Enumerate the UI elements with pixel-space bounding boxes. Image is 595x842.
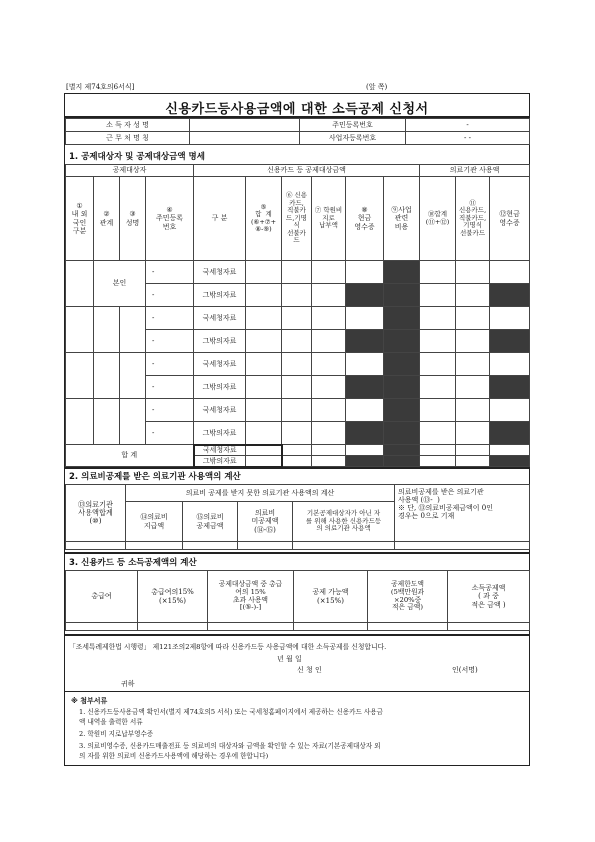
attachments-divider bbox=[65, 691, 529, 692]
amount-cell[interactable] bbox=[312, 422, 346, 445]
col-name-header: ③ 성명 bbox=[120, 177, 146, 261]
attachment-item: 1. 신용카드등사용금액 확인서(별지 제74호의5 서식) 또는 국세청홈페이지에서 제공하는 신용카드 사용금 bbox=[79, 708, 384, 716]
relation-cell[interactable] bbox=[94, 399, 120, 445]
medical-amount-cell[interactable] bbox=[238, 542, 293, 550]
rrn-field[interactable]: - bbox=[406, 119, 530, 132]
nts-label: 국세청자료 bbox=[194, 353, 246, 376]
amount-cell[interactable] bbox=[490, 261, 530, 284]
amount-cell[interactable] bbox=[456, 261, 490, 284]
shaded-cell bbox=[384, 353, 420, 376]
total-cell[interactable] bbox=[282, 456, 312, 467]
shaded-cell bbox=[384, 261, 420, 284]
deduction-detail-table bbox=[65, 164, 530, 468]
col-med-cash-header: ⑫현금 영수증 bbox=[490, 177, 530, 261]
group-medical-header: 의료기관 사용액 bbox=[420, 165, 530, 177]
shaded-cell bbox=[346, 456, 384, 467]
applicant-label: 신 청 인 bbox=[297, 666, 322, 674]
form-title: 신용카드등사용금액에 대한 소득공제 신청서 bbox=[165, 102, 429, 117]
deduction-calc-table bbox=[65, 570, 530, 631]
rrn-cell[interactable]: - bbox=[146, 330, 194, 353]
col14-header: ⑭의료비 지급액 bbox=[126, 502, 183, 542]
group-target-header: 공제대상자 bbox=[66, 165, 194, 177]
medical-amount-cell[interactable] bbox=[183, 542, 238, 550]
amount-cell[interactable] bbox=[420, 330, 456, 353]
medical-amount-cell[interactable] bbox=[395, 542, 530, 550]
nts-label: 국세청자료 bbox=[194, 399, 246, 422]
col-relation-header: ② 관계 bbox=[94, 177, 120, 261]
attachment-item: 의 자를 위한 의료비 신용카드사용액에 해당하는 경우에 한합니다) bbox=[79, 752, 269, 760]
attachment-item: 액 내역을 출력한 서류 bbox=[79, 718, 143, 726]
amount-cell[interactable] bbox=[456, 399, 490, 422]
table-row bbox=[66, 261, 530, 284]
amount-cell[interactable] bbox=[246, 422, 282, 445]
amount-cell[interactable] bbox=[282, 284, 312, 307]
c2-header: 총급여의15% (×15%) bbox=[138, 571, 208, 623]
bizno-label: 사업자등록번호 bbox=[300, 132, 406, 145]
section2-title: 2. 의료비공제를 받은 의료기관 사용액의 계산 bbox=[69, 472, 241, 482]
amount-cell[interactable] bbox=[246, 307, 282, 330]
amount-cell[interactable] bbox=[346, 353, 384, 376]
rrn-cell[interactable]: - bbox=[146, 376, 194, 399]
rrn-cell[interactable]: - bbox=[146, 353, 194, 376]
rrn-cell[interactable]: - bbox=[146, 284, 194, 307]
total-cell[interactable] bbox=[246, 456, 282, 467]
c6-header: 소득공제액 ( 과 중 적은 금액 ) bbox=[448, 571, 530, 623]
table-row bbox=[66, 399, 530, 422]
col-tuition-header: ⑦ 학원비 지로 납부액 bbox=[312, 177, 346, 261]
col15-header: ⑮의료비 공제금액 bbox=[183, 502, 238, 542]
total-cell[interactable] bbox=[420, 456, 456, 467]
rrn-cell[interactable]: - bbox=[146, 307, 194, 330]
total-row bbox=[66, 445, 530, 456]
shaded-cell bbox=[490, 422, 530, 445]
form-frame bbox=[64, 93, 530, 766]
shaded-cell bbox=[490, 330, 530, 353]
recipient-label: 귀하 bbox=[121, 680, 135, 688]
c4-header: 공제 가능액 (×15%) bbox=[294, 571, 368, 623]
shaded-cell bbox=[490, 456, 530, 467]
amount-cell[interactable] bbox=[282, 330, 312, 353]
calc-cell[interactable] bbox=[368, 623, 448, 631]
amount-cell[interactable] bbox=[312, 261, 346, 284]
amount-cell[interactable] bbox=[282, 353, 312, 376]
shaded-cell bbox=[384, 376, 420, 399]
shaded-cell bbox=[384, 399, 420, 422]
total-cell[interactable] bbox=[282, 445, 312, 456]
other-label: 그밖의자료 bbox=[194, 456, 246, 467]
bizno-field[interactable]: - - bbox=[406, 132, 530, 145]
col-total-header: ⑤ 합 계 (⑥+⑦+ ⑧-⑨) bbox=[246, 177, 282, 261]
claimed-cell bbox=[395, 485, 530, 542]
amount-cell[interactable] bbox=[420, 353, 456, 376]
shaded-cell bbox=[346, 330, 384, 353]
amount-cell[interactable] bbox=[420, 307, 456, 330]
c5-header: 공제한도액 (5백만원과 ×20%중 적은 금액) bbox=[368, 571, 448, 623]
amount-cell[interactable] bbox=[282, 261, 312, 284]
amount-cell[interactable] bbox=[346, 261, 384, 284]
total-cell[interactable] bbox=[312, 456, 346, 467]
section2-end-divider bbox=[65, 552, 529, 554]
medical-calc-table bbox=[65, 484, 530, 550]
claimed-note: ※ 단, ⑬의료비공제금액이 0인 경우는 0으로 기재 bbox=[398, 504, 494, 521]
declaration-text: 「조세특례제한법 시행령」 제121조의2제8항에 따라 신용카드등 사용금액에 대한 소득공제를 신청합니다. bbox=[69, 643, 387, 651]
shaded-cell bbox=[490, 284, 530, 307]
shaded-cell bbox=[384, 456, 420, 467]
foreigner-cell[interactable] bbox=[66, 261, 94, 307]
nts-label: 국세청자료 bbox=[194, 307, 246, 330]
shaded-cell bbox=[384, 330, 420, 353]
amount-cell[interactable] bbox=[490, 353, 530, 376]
declaration-date: 년 월 일 bbox=[277, 655, 302, 663]
section1-end-divider bbox=[65, 467, 529, 469]
shaded-cell bbox=[346, 422, 384, 445]
amount-cell[interactable] bbox=[456, 284, 490, 307]
medical-amount-cell[interactable] bbox=[293, 542, 395, 550]
shaded-cell bbox=[384, 307, 420, 330]
c1-header: 총급여 bbox=[66, 571, 138, 623]
name-field[interactable] bbox=[190, 119, 300, 132]
col13-header: ⑬의료기관 사용액합계 (⑩) bbox=[66, 485, 126, 542]
rrn-label: 주민등록번호 bbox=[300, 119, 406, 132]
other-label: 그밖의자료 bbox=[194, 376, 246, 399]
col17-header: 기본공제대상자가 아닌 자 를 위해 사용한 신용카드등 의 의료기관 사용액 bbox=[293, 502, 395, 542]
medical-amount-cell[interactable] bbox=[66, 542, 126, 550]
amount-cell[interactable] bbox=[420, 399, 456, 422]
total-label: 합 계 bbox=[66, 445, 194, 467]
relation-cell[interactable] bbox=[94, 307, 120, 353]
col16-header: 의료비 미공제액 (⑭-⑮) bbox=[238, 502, 293, 542]
notclaimed-group-header: 의료비 공제를 받지 못한 의료기관 사용액의 계산 bbox=[126, 485, 395, 502]
rrn-cell[interactable]: - bbox=[146, 399, 194, 422]
section3-end-divider bbox=[65, 634, 529, 636]
amount-cell[interactable] bbox=[246, 376, 282, 399]
amount-cell[interactable] bbox=[312, 399, 346, 422]
total-cell[interactable] bbox=[246, 445, 282, 456]
amount-cell[interactable] bbox=[282, 399, 312, 422]
workplace-field[interactable] bbox=[190, 132, 300, 145]
amount-cell[interactable] bbox=[456, 330, 490, 353]
calc-cell[interactable] bbox=[294, 623, 368, 631]
other-label: 그밖의자료 bbox=[194, 330, 246, 353]
c3-header: 공제대상금액 중 총급 여의 15% 초과 사용액 [(⑤-)-] bbox=[208, 571, 294, 623]
col-med-card-header: ⑪ 신용카드, 직불카드, 기명식 선불카드 bbox=[456, 177, 490, 261]
shaded-cell bbox=[384, 445, 420, 456]
amount-cell[interactable] bbox=[282, 307, 312, 330]
col-foreigner-header: ① 내 외 국인 구분 bbox=[66, 177, 94, 261]
amount-cell[interactable] bbox=[490, 399, 530, 422]
amount-cell[interactable] bbox=[246, 353, 282, 376]
name-label: 소 득 자 성 명 bbox=[66, 119, 190, 132]
other-label: 그밖의자료 bbox=[194, 422, 246, 445]
amount-cell[interactable] bbox=[246, 284, 282, 307]
calc-cell[interactable] bbox=[138, 623, 208, 631]
amount-cell[interactable] bbox=[346, 307, 384, 330]
amount-cell[interactable] bbox=[456, 353, 490, 376]
col-cash-header: ⑧ 현금 영수증 bbox=[346, 177, 384, 261]
amount-cell[interactable] bbox=[346, 399, 384, 422]
col-card-header: ⑥ 신용 카드, 직불카 드,기명 식 선불카 드 bbox=[282, 177, 312, 261]
shaded-cell bbox=[490, 376, 530, 399]
amount-cell[interactable] bbox=[456, 422, 490, 445]
nts-label: 국세청자료 bbox=[194, 261, 246, 284]
shaded-cell bbox=[384, 284, 420, 307]
rrn-cell[interactable]: - bbox=[146, 422, 194, 445]
total-cell[interactable] bbox=[346, 445, 384, 456]
amount-cell[interactable] bbox=[456, 307, 490, 330]
name-cell[interactable] bbox=[120, 399, 146, 445]
relation-cell[interactable] bbox=[94, 353, 120, 399]
col-overlap-header: ⑨사업 관련 비용 bbox=[384, 177, 420, 261]
amount-cell[interactable] bbox=[246, 330, 282, 353]
amount-cell[interactable] bbox=[246, 261, 282, 284]
amount-cell[interactable] bbox=[456, 376, 490, 399]
amount-cell[interactable] bbox=[282, 422, 312, 445]
attachment-item: 2. 학원비 지로납부영수증 bbox=[79, 730, 154, 738]
col-rrn-header: ④ 주민등록 번호 bbox=[146, 177, 194, 261]
amount-cell[interactable] bbox=[420, 284, 456, 307]
col-med-total-header: ⑩합계 (⑪+⑫) bbox=[420, 177, 456, 261]
medical-amount-cell[interactable] bbox=[126, 542, 183, 550]
amount-cell[interactable] bbox=[312, 353, 346, 376]
self-relation: 본인 bbox=[94, 261, 146, 307]
nts-label: 국세청자료 bbox=[194, 445, 246, 456]
foreigner-cell[interactable] bbox=[66, 307, 94, 353]
shaded-cell bbox=[346, 376, 384, 399]
section3-title: 3. 신용카드 등 소득공제액의 계산 bbox=[69, 558, 197, 568]
amount-cell[interactable] bbox=[246, 399, 282, 422]
foreigner-cell[interactable] bbox=[66, 353, 94, 399]
other-label: 그밖의자료 bbox=[194, 284, 246, 307]
amount-cell[interactable] bbox=[490, 307, 530, 330]
calc-cell[interactable] bbox=[448, 623, 530, 631]
foreigner-cell[interactable] bbox=[66, 399, 94, 445]
attachment-item: 3. 의료비영수증, 신용카드매출전표 등 의료비의 대상자와 금액을 확인할 수 있는 자료(기본공제대상자 외 bbox=[79, 742, 381, 750]
amount-cell[interactable] bbox=[282, 376, 312, 399]
col-division-header: 구 분 bbox=[194, 177, 246, 261]
applicant-info-table bbox=[65, 118, 530, 145]
group-card-header: 신용카드 등 공제대상금액 bbox=[194, 165, 420, 177]
table-row bbox=[66, 307, 530, 330]
name-cell[interactable] bbox=[120, 307, 146, 353]
calc-cell[interactable] bbox=[208, 623, 294, 631]
total-cell[interactable] bbox=[420, 445, 456, 456]
amount-cell[interactable] bbox=[420, 376, 456, 399]
amount-cell[interactable] bbox=[420, 422, 456, 445]
shaded-cell bbox=[346, 284, 384, 307]
amount-cell[interactable] bbox=[420, 261, 456, 284]
amount-cell[interactable] bbox=[312, 376, 346, 399]
claimed-label: 의료비공제를 받은 의료기관 사용액 (⑬- ) bbox=[398, 488, 484, 505]
amount-cell[interactable] bbox=[312, 284, 346, 307]
calc-cell[interactable] bbox=[66, 623, 138, 631]
total-cell[interactable] bbox=[312, 445, 346, 456]
total-cell[interactable] bbox=[456, 445, 490, 456]
attachments-title: ※ 첨부서류 bbox=[71, 697, 108, 705]
total-cell[interactable] bbox=[456, 456, 490, 467]
workplace-label: 근 무 처 명 칭 bbox=[66, 132, 190, 145]
amount-cell[interactable] bbox=[312, 307, 346, 330]
rrn-cell[interactable]: - bbox=[146, 261, 194, 284]
table-row bbox=[66, 353, 530, 376]
name-cell[interactable] bbox=[120, 353, 146, 399]
shaded-cell bbox=[384, 422, 420, 445]
form-number: [별지 제74호의6서식] bbox=[66, 83, 135, 91]
total-cell[interactable] bbox=[490, 445, 530, 456]
amount-cell[interactable] bbox=[312, 330, 346, 353]
section1-title: 1. 공제대상자 및 공제대상금액 명세 bbox=[69, 152, 205, 162]
page-side-label: (앞 쪽) bbox=[366, 83, 388, 91]
signature-field[interactable]: 인(서명) bbox=[452, 666, 478, 674]
